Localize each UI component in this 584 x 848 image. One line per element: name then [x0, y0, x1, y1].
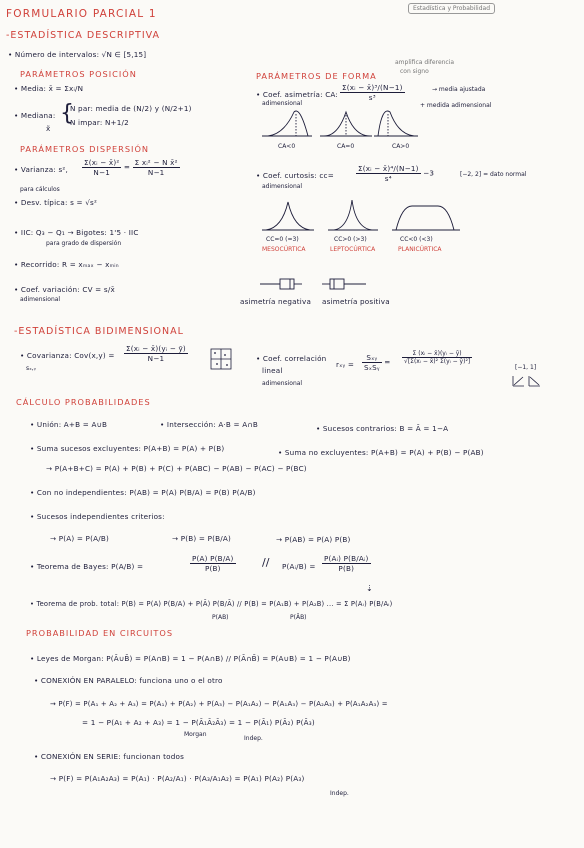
paralelo-note-indep: Indep. [244, 735, 263, 742]
intervals-formula: • Número de intervalos: √N ∈ [5,15] [8, 50, 147, 59]
section-probabilidades: CÁLCULO PROBABILIDADES [16, 397, 151, 407]
arrow-down-icon: ⇣ [366, 584, 373, 593]
varianza-fraction-1: $\frac{\text{Σ(xᵢ − x̄)²}}{N-1}$ = $\frac{\text{Σ xᵢ² − N x̄²}}{N-1}$ [84, 158, 178, 177]
subject-tag: Estadística y Probabilidad [408, 3, 495, 14]
ca-label-zero: CA=0 [337, 143, 355, 150]
correlacion-range: [−1, 1] [515, 364, 537, 371]
asimetria-note-2: + medida adimensional [420, 102, 492, 109]
indep-criterio-2: → P(B) = P(B/A) [172, 534, 231, 543]
section-bidimensional: -ESTADÍSTICA BIDIMENSIONAL [14, 326, 184, 337]
no-excluyentes-formula: • Suma no excluyentes: P(A+B) = P(A) + P(B) − P(AB) [278, 448, 484, 457]
interseccion-formula: • Intersección: A·B = A∩B [160, 420, 258, 429]
cc-name-plani: PLANICÚRTICA [398, 246, 442, 253]
cv-formula: • Coef. variación: CV = s/x̄ [14, 285, 115, 294]
covarianza-fraction: $\frac{\text{Σ(xᵢ − x̄)(yᵢ − ȳ)}}{N-1}$ [126, 344, 186, 363]
covarianza-label: • Covarianza: Cov(x,y) = [20, 351, 115, 360]
recorrido-formula: • Recorrido: R = xₘₐₓ − xₘᵢₙ [14, 260, 119, 269]
mediana-symbol: x̃ [46, 124, 51, 133]
asimetria-note-1: → media ajustada [432, 86, 486, 93]
kurtosis-curves [262, 196, 462, 234]
heading-forma: PARÁMETROS DE FORMA [256, 71, 377, 81]
curtosis-fraction: $\frac{\text{Σ(xᵢ − x̄)⁴/(N−1)}}{\text{s⁴}}$ −3 [358, 164, 435, 183]
iic-note: para grado de dispersión [46, 240, 122, 247]
section-descriptiva: -ESTADÍSTICA DESCRIPTIVA [6, 30, 161, 41]
forma-note-1: amplifica diferencia [395, 59, 455, 66]
mediana-impar: N impar: N+1/2 [70, 118, 129, 127]
bayes2-label: P(Aᵢ/B) = [282, 562, 316, 571]
varianza-label: • Varianza: s², [14, 165, 68, 174]
separator-double-slash: // [262, 556, 270, 569]
contrarios-formula: • Sucesos contrarios: B = Ā = 1−A [316, 424, 449, 433]
heading-dispersion: PARÁMETROS DISPERSIÓN [20, 144, 150, 154]
cc-label-2: CC<0 (<3) [400, 236, 433, 243]
correlacion-fraction-2: $\frac{\text{Σ (xᵢ − x̄)(yᵢ − ȳ)}}{\text{√[Σ(xᵢ − x̄)² Σ(yᵢ − ȳ)²]}}$ [404, 350, 471, 365]
correlacion-adim: adimensional [262, 380, 303, 387]
asimetria-fraction: $\frac{\text{Σ(xᵢ − x̄)³/(N−1)}}{\text{s³}}$ [342, 83, 403, 102]
brace-icon: { [60, 101, 74, 126]
boxplot-icons [258, 276, 388, 292]
cc-name-lepto: LEPTOCÚRTICA [330, 246, 376, 253]
indep-criterio-1: → P(A) = P(A/B) [50, 534, 109, 543]
desv-formula: • Desv. típica: s = √s² [14, 198, 98, 207]
iic-formula: • IIC: Q₃ − Q₁ → Bigotes: 1'5 · IIC [14, 228, 139, 237]
excluyentes-formula: • Suma sucesos excluyentes: P(A+B) = P(A) + P(B) [30, 444, 225, 453]
curtosis-range: [−2, 2] = dato normal [460, 171, 527, 178]
cc-name-meso: MESOCÚRTICA [262, 246, 306, 253]
asimetria-adim: adimensional [262, 100, 303, 107]
bayes2-fraction: $\frac{\text{P(Aᵢ) P(B/Aᵢ)}}{P(B)}$ [324, 554, 369, 573]
correlacion-r: rₓᵧ = [336, 360, 355, 369]
asymmetry-curves [262, 108, 422, 142]
mediana-label: • Mediana: [14, 111, 56, 120]
tres-sucesos-formula: → P(A+B+C) = P(A) + P(B) + P(C) + P(ABC) − P(AB) − P(AC) − P(BC) [46, 464, 307, 473]
total-note-2: P(ĀB) [290, 614, 307, 621]
cc-label-0: CC=0 (=3) [266, 236, 299, 243]
page-title: FORMULARIO PARCIAL 1 [6, 8, 157, 20]
independientes-label: • Sucesos independientes criterios: [30, 512, 165, 521]
indep-criterio-3: → P(AB) = P(A) P(B) [276, 535, 351, 544]
section-circuitos: PROBABILIDAD EN CIRCUITOS [26, 628, 174, 638]
correlacion-label: • Coef. correlación [256, 354, 327, 363]
total-note-1: P(AB) [212, 614, 229, 621]
scatter-quadrant-icon [210, 348, 232, 370]
asimetria-label: • Coef. asimetría: CA: [256, 90, 339, 99]
morgan-formula: • Leyes de Morgan: P(Ā∪B̄) = P(A∩B) = 1 − P(A∩B) // P(Ā∩B̄) = P(A∪B) = 1 − P(A∪B) [30, 654, 351, 663]
probabilidad-total-formula: • Teorema de prob. total: P(B) = P(A) P(B/A) + P(Ā) P(B/Ā) // P(B) = P(A₁B) + P(A₂B) ... = Σ P(Aᵢ) P(B/Aᵢ) [30, 600, 393, 608]
asimetria-negativa: asimetría negativa [240, 297, 312, 306]
bayes-label: • Teorema de Bayes: P(A/B) = [30, 562, 144, 571]
covarianza-sub: sₓ,ᵧ [26, 365, 36, 372]
serie-formula: → P(F) = P(A₁A₂A₃) = P(A₁) · P(A₂/A₁) · P(A₃/A₁A₂) = P(A₁) P(A₂) P(A₃) [50, 774, 305, 783]
forma-note-2: con signo [400, 68, 429, 75]
mediana-par: N par: media de (N/2) y (N/2+1) [70, 104, 192, 113]
paralelo-formula-2: = 1 − P(A₁ + A₂ + A₃) = 1 − P(Ā₁Ā₂Ā₃) = 1 − P(Ā₁) P(Ā₂) P(Ā₃) [82, 718, 315, 727]
union-formula: • Unión: A+B = A∪B [30, 420, 108, 429]
paralelo-formula-1: → P(F) = P(A₁ + A₂ + A₃) = P(A₁) + P(A₂) + P(A₃) − P(A₁A₂) − P(A₁A₃) − P(A₂A₃) + P(A₁A₂A₃) = [50, 700, 388, 708]
serie-label: • CONEXIÓN EN SERIE: funcionan todos [34, 752, 185, 761]
correlation-trend-icons [512, 374, 542, 388]
correlacion-lineal: lineal [262, 366, 283, 375]
correlacion-fraction-1: $\frac{\text{Sₓᵧ}}{\text{SₓSᵧ}}$ = [364, 353, 391, 372]
ca-label-pos: CA>0 [392, 143, 410, 150]
media-formula: • Media: x̄ = Σxᵢ/N [14, 84, 84, 93]
serie-note-indep: Indep. [330, 790, 349, 797]
heading-posicion: PARÁMETROS POSICIÓN [20, 69, 137, 79]
cv-note: adimensional [20, 296, 61, 303]
varianza-note: para cálculos [20, 186, 60, 193]
no-independientes-formula: • Con no independientes: P(AB) = P(A) P(B/A) = P(B) P(A/B) [30, 488, 256, 497]
curtosis-adim: adimensional [262, 183, 303, 190]
cc-label-1: CC>0 (>3) [334, 236, 367, 243]
paralelo-note-morgan: Morgan [184, 731, 207, 738]
paralelo-label: • CONEXIÓN EN PARALELO: funciona uno o el otro [34, 676, 223, 685]
asimetria-positiva: asimetría positiva [322, 297, 390, 306]
bayes-fraction: $\frac{P(A) P(B/A)}{P(B)}$ [192, 554, 234, 573]
curtosis-label: • Coef. curtosis: cc= [256, 171, 334, 180]
ca-label-neg: CA<0 [278, 143, 296, 150]
